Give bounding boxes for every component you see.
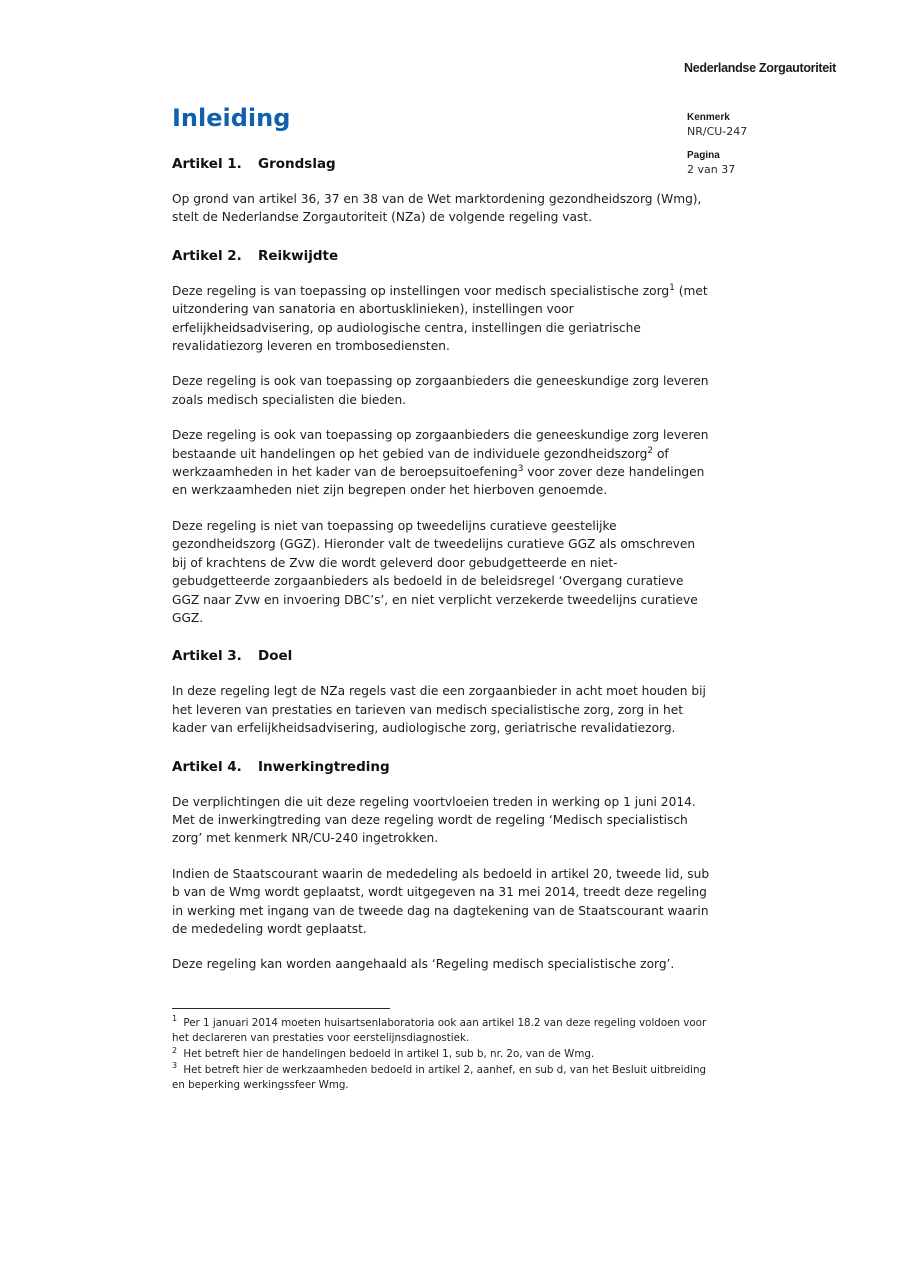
article-section — [172, 156, 712, 227]
paragraph: Deze regeling is ook van toepassing op zorgaanbieders die geneeskundige zorg leveren zoals medisch specialisten die bieden. — [172, 374, 709, 407]
meta-panel — [687, 112, 867, 188]
article-section — [172, 248, 712, 628]
document-body — [172, 104, 712, 1094]
article-section — [172, 759, 712, 974]
article-title: Reikwijdte — [258, 247, 339, 264]
sections-container — [172, 156, 712, 974]
article-title: Grondslag — [258, 156, 336, 172]
footnote-ref: 3 — [517, 464, 524, 474]
article-heading — [172, 156, 712, 173]
article-section — [172, 648, 712, 737]
footnote-number: 2 — [172, 1045, 178, 1055]
kenmerk-value: NR/CU-247 — [687, 125, 748, 138]
footnote — [172, 1047, 712, 1063]
kenmerk-label: Kenmerk — [687, 112, 730, 123]
footnote-text: Het betreft hier de werkzaamheden bedoeld in artikel 2, aanhef, en sub d, van het Besluit uitbreiding en beperking werkingssfeer Wmg. — [172, 1063, 707, 1092]
footnote-text: Per 1 januari 2014 moeten huisartsenlaboratoria ook aan artikel 18.2 van deze regeling voldoen voor het declareren van prestaties voor eerstelijnsdiagnostiek. — [172, 1016, 707, 1045]
paragraph: Deze regeling is van toepassing op instellingen voor medisch specialistische zorg$^1$ (met uitzondering van sanatoria en abortusklinieken), instellingen voor erfelijkheidsadvisering, op audiologische centra, instellingen die geriatrische revalidatiezorg leveren en trombosediensten. — [172, 282, 708, 354]
page-title: Inleiding — [172, 104, 291, 132]
footnote — [172, 1063, 712, 1094]
paragraph: De verplichtingen die uit deze regeling voortvloeien treden in werking op 1 juni 2014. Met de inwerkingtreding van deze regeling wordt de regeling ‘Medisch specialistisch zorg’ met kenmerk NR/CU-240 ingetrokken. — [172, 794, 696, 846]
footnote-number: 3 — [172, 1061, 178, 1071]
article-title: Inwerkingtreding — [258, 758, 390, 775]
org-name: Nederlandse Zorgautoriteit — [684, 61, 836, 75]
footnote-number: 1 — [172, 1014, 178, 1024]
footnote-text: Het betreft hier de handelingen bedoeld in artikel 1, sub b, nr. 2o, van de Wmg. — [180, 1047, 595, 1060]
paragraph: Deze regeling is ook van toepassing op zorgaanbieders die geneeskundige zorg leveren bestaande uit handelingen op het gebied van de individuele gezondheidszorg$^2$ of werkzaamheden in het kader van de beroepsuitoefening$^3$ voor zover deze handelingen en werkzaamheden niet zijn begrepen onder het hierboven genoemde. — [172, 428, 709, 498]
article-heading — [172, 759, 712, 776]
article-number: Artikel 2. — [172, 247, 242, 264]
pagina-label: Pagina — [687, 150, 720, 161]
pagina-value: 2 van 37 — [687, 163, 736, 176]
paragraph: In deze regeling legt de NZa regels vast die een zorgaanbieder in acht moet houden bij het leveren van prestaties en tarieven van medisch specialistische zorg, zorg in het kader van erfelijkheidsadvisering, audiologische zorg, geriatrische revalidatiezorg. — [172, 684, 706, 736]
footnote-ref: 2 — [647, 445, 654, 456]
article-number: Artikel 1. — [172, 156, 242, 172]
footnote-separator — [172, 1008, 390, 1009]
footnotes-container — [172, 1016, 712, 1094]
paragraph: Op grond van artikel 36, 37 en 38 van de Wet marktordening gezondheidszorg (Wmg), stelt de Nederlandse Zorgautoriteit (NZa) de volgende regeling vast. — [172, 192, 702, 225]
article-heading — [172, 248, 712, 265]
article-number: Artikel 3. — [172, 648, 242, 665]
article-title: Doel — [258, 648, 293, 665]
paragraph: Deze regeling kan worden aangehaald als ‘Regeling medisch specialistische zorg’. — [172, 957, 675, 972]
paragraph: Deze regeling is niet van toepassing op tweedelijns curatieve geestelijke gezondheidszorg (GGZ). Hieronder valt de tweedelijns curatieve GGZ als omschreven bij of krachtens de Zvw die wordt geleverd door gebudgetteerde en niet-gebudgetteerde zorgaanbieders als bedoeld in de beleidsregel ‘Overgang curatieve GGZ naar Zvw en invoering DBC’s’, en niet verplicht verzekerde tweedelijns curatieve GGZ. — [172, 518, 698, 625]
article-heading — [172, 648, 712, 665]
footnote — [172, 1016, 712, 1047]
footnote-ref: 1 — [669, 282, 675, 293]
article-number: Artikel 4. — [172, 758, 242, 775]
paragraph: Indien de Staatscourant waarin de mededeling als bedoeld in artikel 20, tweede lid, sub b van de Wmg wordt geplaatst, wordt uitgegeven na 31 mei 2014, treedt deze regeling in werking met ingang van de tweede dag na dagtekening van de Staatscourant waarin de mededeling wordt geplaatst. — [172, 866, 710, 936]
